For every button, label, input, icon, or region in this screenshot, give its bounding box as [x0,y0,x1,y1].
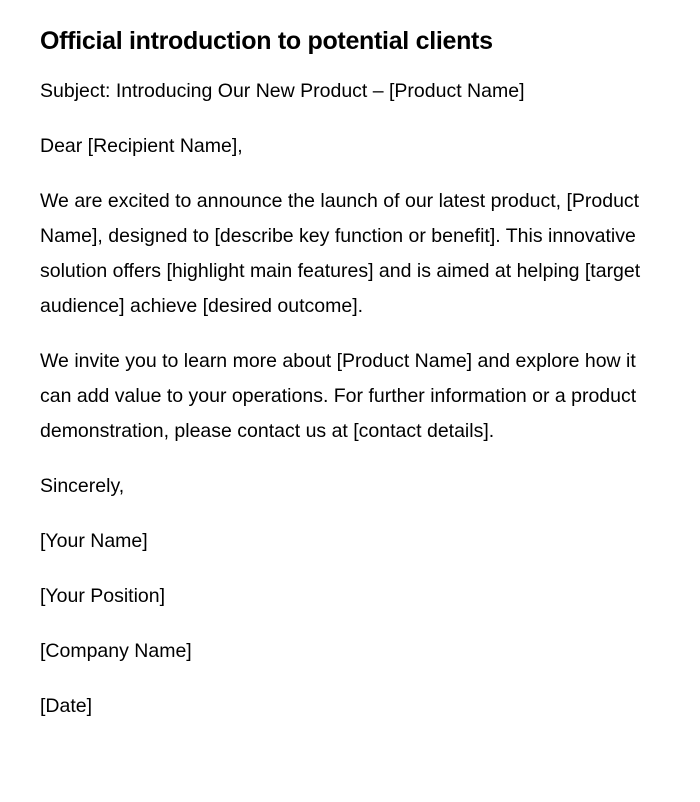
closing: Sincerely, [40,475,125,497]
sender-position: [Your Position] [40,585,166,607]
body-paragraph-announcement: We are excited to announce the launch of our latest product, [Product Name], designed to [describe key function or benefit]. This innovative solution offers [highlight main features] and is aimed at helping [target audience] achieve [desired outcome]. [40,190,641,317]
company-name: [Company Name] [40,640,192,662]
greeting: Dear [Recipient Name], [40,135,243,157]
subject-line: Subject: Introducing Our New Product – [Product Name] [40,80,525,102]
letter-date: [Date] [40,695,93,717]
sender-name: [Your Name] [40,530,148,552]
body-paragraph-invitation: We invite you to learn more about [Product Name] and explore how it can add value to your operations. For further information or a product demonstration, please contact us at [contact details]. [40,350,637,442]
document-title: Official introduction to potential clients [40,27,493,55]
